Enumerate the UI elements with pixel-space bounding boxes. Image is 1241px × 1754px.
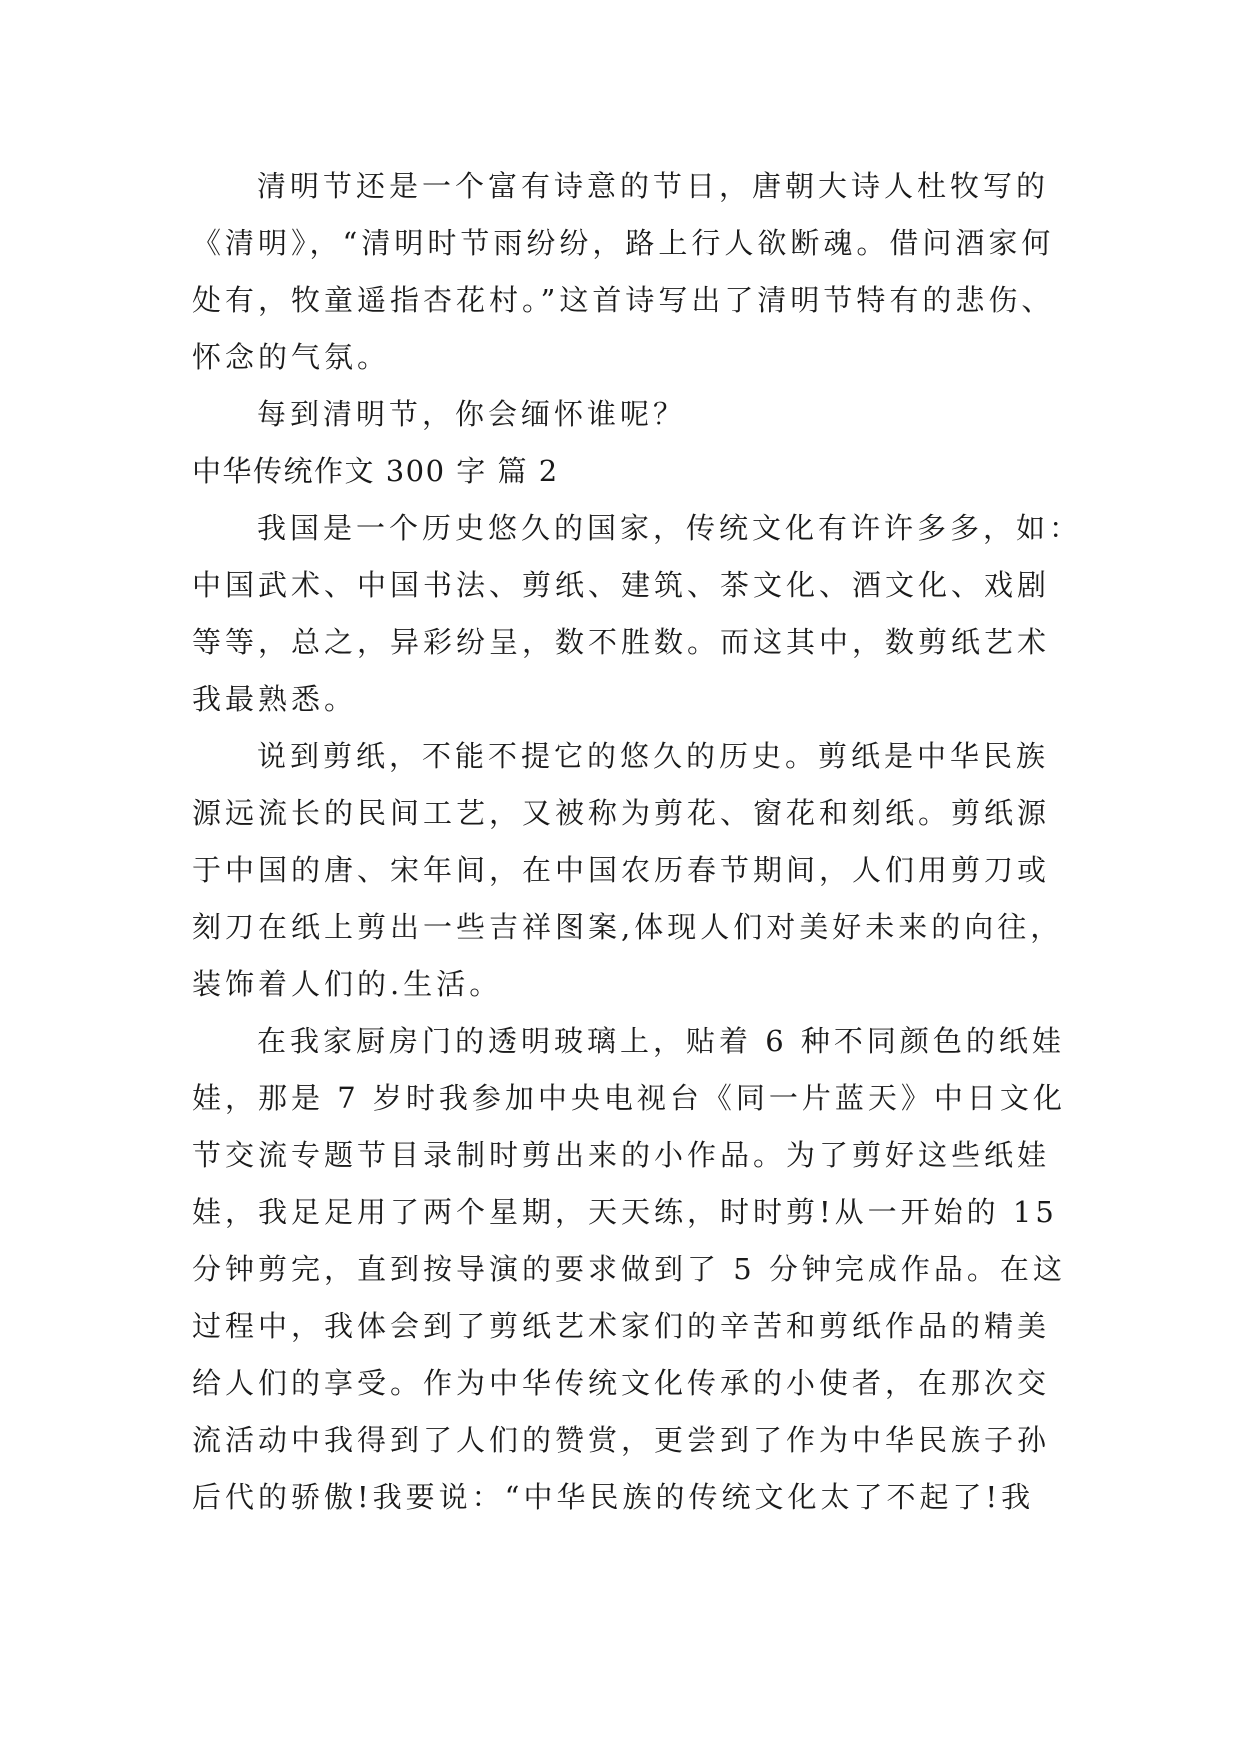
paragraph-line: 我最熟悉。 xyxy=(192,682,358,716)
paragraph-line: 给人们的享受。作为中华传统文化传承的小使者，在那次交 xyxy=(192,1366,1051,1400)
paragraph-line: 装饰着人们的.生活。 xyxy=(192,967,503,1001)
paragraph-line: 娃，我足足用了两个星期，天天练，时时剪!从一开始的 15 xyxy=(192,1195,1058,1229)
paragraph-line: 每到清明节，你会缅怀谁呢？ xyxy=(257,397,687,431)
paragraph-line: 流活动中我得到了人们的赞赏，更尝到了作为中华民族子孙 xyxy=(192,1423,1051,1457)
paragraph-line: 等等，总之，异彩纷呈，数不胜数。而这其中，数剪纸艺术 xyxy=(192,625,1051,659)
section-heading: 中华传统作文 300 字 篇 2 xyxy=(192,454,559,488)
paragraph-line: 娃，那是 7 岁时我参加中央电视台《同一片蓝天》中日文化 xyxy=(192,1081,1066,1115)
paragraph-line: 分钟剪完，直到按导演的要求做到了 5 分钟完成作品。在这 xyxy=(192,1252,1066,1286)
paragraph-line: 怀念的气氛。 xyxy=(192,340,391,374)
paragraph-line: 说到剪纸，不能不提它的悠久的历史。剪纸是中华民族 xyxy=(257,739,1050,773)
paragraph-line: 清明节还是一个富有诗意的节日，唐朝大诗人杜牧写的 xyxy=(257,169,1050,203)
paragraph-line: 在我家厨房门的透明玻璃上，贴着 6 种不同颜色的纸娃 xyxy=(257,1024,1065,1058)
paragraph-line: 过程中，我体会到了剪纸艺术家们的辛苦和剪纸作品的精美 xyxy=(192,1309,1051,1343)
paragraph-line: 节交流专题节目录制时剪出来的小作品。为了剪好这些纸娃 xyxy=(192,1138,1051,1172)
paragraph-line: 源远流长的民间工艺，又被称为剪花、窗花和刻纸。剪纸源 xyxy=(192,796,1051,830)
paragraph-line: 中国武术、中国书法、剪纸、建筑、茶文化、酒文化、戏剧 xyxy=(192,568,1051,602)
paragraph-line: 于中国的唐、宋年间，在中国农历春节期间，人们用剪刀或 xyxy=(192,853,1051,887)
paragraph-line: 我国是一个历史悠久的国家，传统文化有许许多多，如： xyxy=(257,511,1083,545)
paragraph-line: 《清明》，“清明时节雨纷纷，路上行人欲断魂。借问酒家何 xyxy=(192,226,1055,260)
paragraph-line: 刻刀在纸上剪出一些吉祥图案,体现人们对美好未来的向往， xyxy=(192,910,1064,944)
paragraph-line: 后代的骄傲!我要说：“中华民族的传统文化太了不起了!我 xyxy=(192,1480,1035,1514)
paragraph-line: 处有，牧童遥指杏花村。”这首诗写出了清明节特有的悲伤、 xyxy=(192,283,1055,317)
